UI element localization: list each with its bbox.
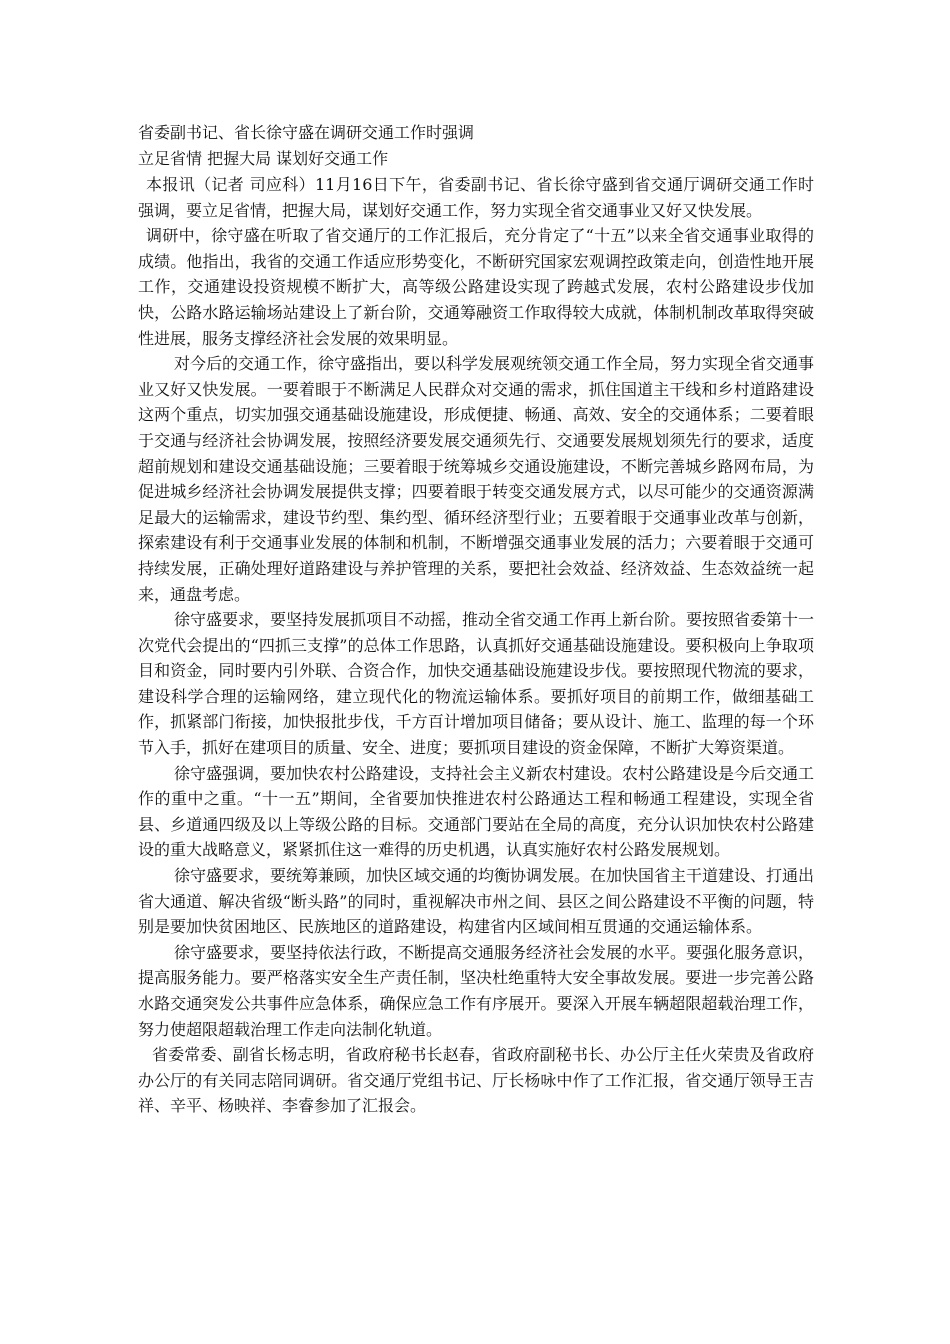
news-article [138,120,814,1119]
article-paragraph-4: 徐守盛要求，要坚持发展抓项目不动摇，推动全省交通工作再上新台阶。要按照省委第十一次党代会提出的“四抓三支撑”的总体工作思路，认真抓好交通基础设施建设。要积极向上争取项目和资金，同时要内引外联、合资合作，加快交通基础设施建设步伐。要按照现代物流的要求，建设科学合理的运输网络，建立现代化的物流运输体系。要抓好项目的前期工作，做细基础工作，抓紧部门衔接，加快报批步伐，千方百计增加项目储备；要从设计、施工、监理的每一个环节入手，抓好在建项目的质量、安全、进度；要抓项目建设的资金保障，不断扩大筹资渠道。 [138,610,815,758]
article-paragraph-5: 徐守盛强调，要加快农村公路建设，支持社会主义新农村建设。农村公路建设是今后交通工作的重中之重。“十一五”期间，全省要加快推进农村公路通达工程和畅通工程建设，实现全省县、乡道通四级及以上等级公路的目标。交通部门要站在全局的高度，充分认识加快农村公路建设的重大战略意义，紧紧抓住这一难得的历史机遇，认真实施好农村公路发展规划。 [138,763,815,860]
article-kicker-title: 省委副书记、省长徐守盛在调研交通工作时强调 [138,123,475,142]
article-paragraph-closing: 省委常委、副省长杨志明，省政府秘书长赵春，省政府副秘书长、办公厅主任火荣贵及省政府办公厅的有关同志陪同调研。省交通厅党组书记、厅长杨咏中作了工作汇报，省交通厅领导王吉祥、辛平、杨映祥、李睿参加了汇报会。 [138,1045,814,1116]
article-paragraph-6: 徐守盛要求，要统筹兼顾，加快区域交通的均衡协调发展。在加快国省主干道建设、打通出省大通道、解决省级“断头路”的同时，重视解决市州之间、县区之间公路建设不平衡的问题，特别是要加快贫困地区、民族地区的道路建设，构建省内区域间相互贯通的交通运输体系。 [138,866,815,937]
article-paragraph-3: 对今后的交通工作，徐守盛指出，要以科学发展观统领交通工作全局，努力实现全省交通事业又好又快发展。一要着眼于不断满足人民群众对交通的需求，抓住国道主干线和乡村道路建设这两个重点，切实加强交通基础设施建设，形成便捷、畅通、高效、安全的交通体系；二要着眼于交通与经济社会协调发展，按照经济要发展交通须先行、交通要发展规划须先行的要求，适度超前规划和建设交通基础设施；三要着眼于统筹城乡交通设施建设，不断完善城乡路网布局，为促进城乡经济社会协调发展提供支撑；四要着眼于转变交通发展方式，以尽可能少的交通资源满足最大的运输需求，建设节约型、集约型、循环经济型行业；五要着眼于交通事业改革与创新，探索建设有利于交通事业发展的体制和机制，不断增强交通事业发展的活力；六要着眼于交通可持续发展，正确处理好道路建设与养护管理的关系，要把社会效益、经济效益、生态效益统一起来，通盘考虑。 [138,354,815,604]
article-paragraph-7: 徐守盛要求，要坚持依法行政，不断提高交通服务经济社会发展的水平。要强化服务意识，提高服务能力。要严格落实安全生产责任制，坚决杜绝重特大安全事故发展。要进一步完善公路水路交通突发公共事件应急体系，确保应急工作有序展开。要深入开展车辆超限超载治理工作，努力使超限超载治理工作走向法制化轨道。 [138,942,815,1039]
article-main-title: 立足省情 把握大局 谋划好交通工作 [138,149,389,168]
article-paragraph-2: 调研中，徐守盛在听取了省交通厅的工作汇报后，充分肯定了“十五”以来全省交通事业取得的成绩。他指出，我省的交通工作适应形势变化，不断研究国家宏观调控政策走向，创造性地开展工作，交通建设投资规模不断扩大，高等级公路建设实现了跨越式发展，农村公路建设步伐加快，公路水路运输场站建设上了新台阶，交通筹融资工作取得较大成就，体制机制改革取得突破性进展，服务支撑经济社会发展的效果明显。 [138,226,814,348]
article-paragraph-lead: 本报讯（记者 司应科）11月16日下午，省委副书记、省长徐守盛到省交通厅调研交通工作时强调，要立足省情，把握大局，谋划好交通工作，努力实现全省交通事业又好又快发展。 [138,175,814,220]
